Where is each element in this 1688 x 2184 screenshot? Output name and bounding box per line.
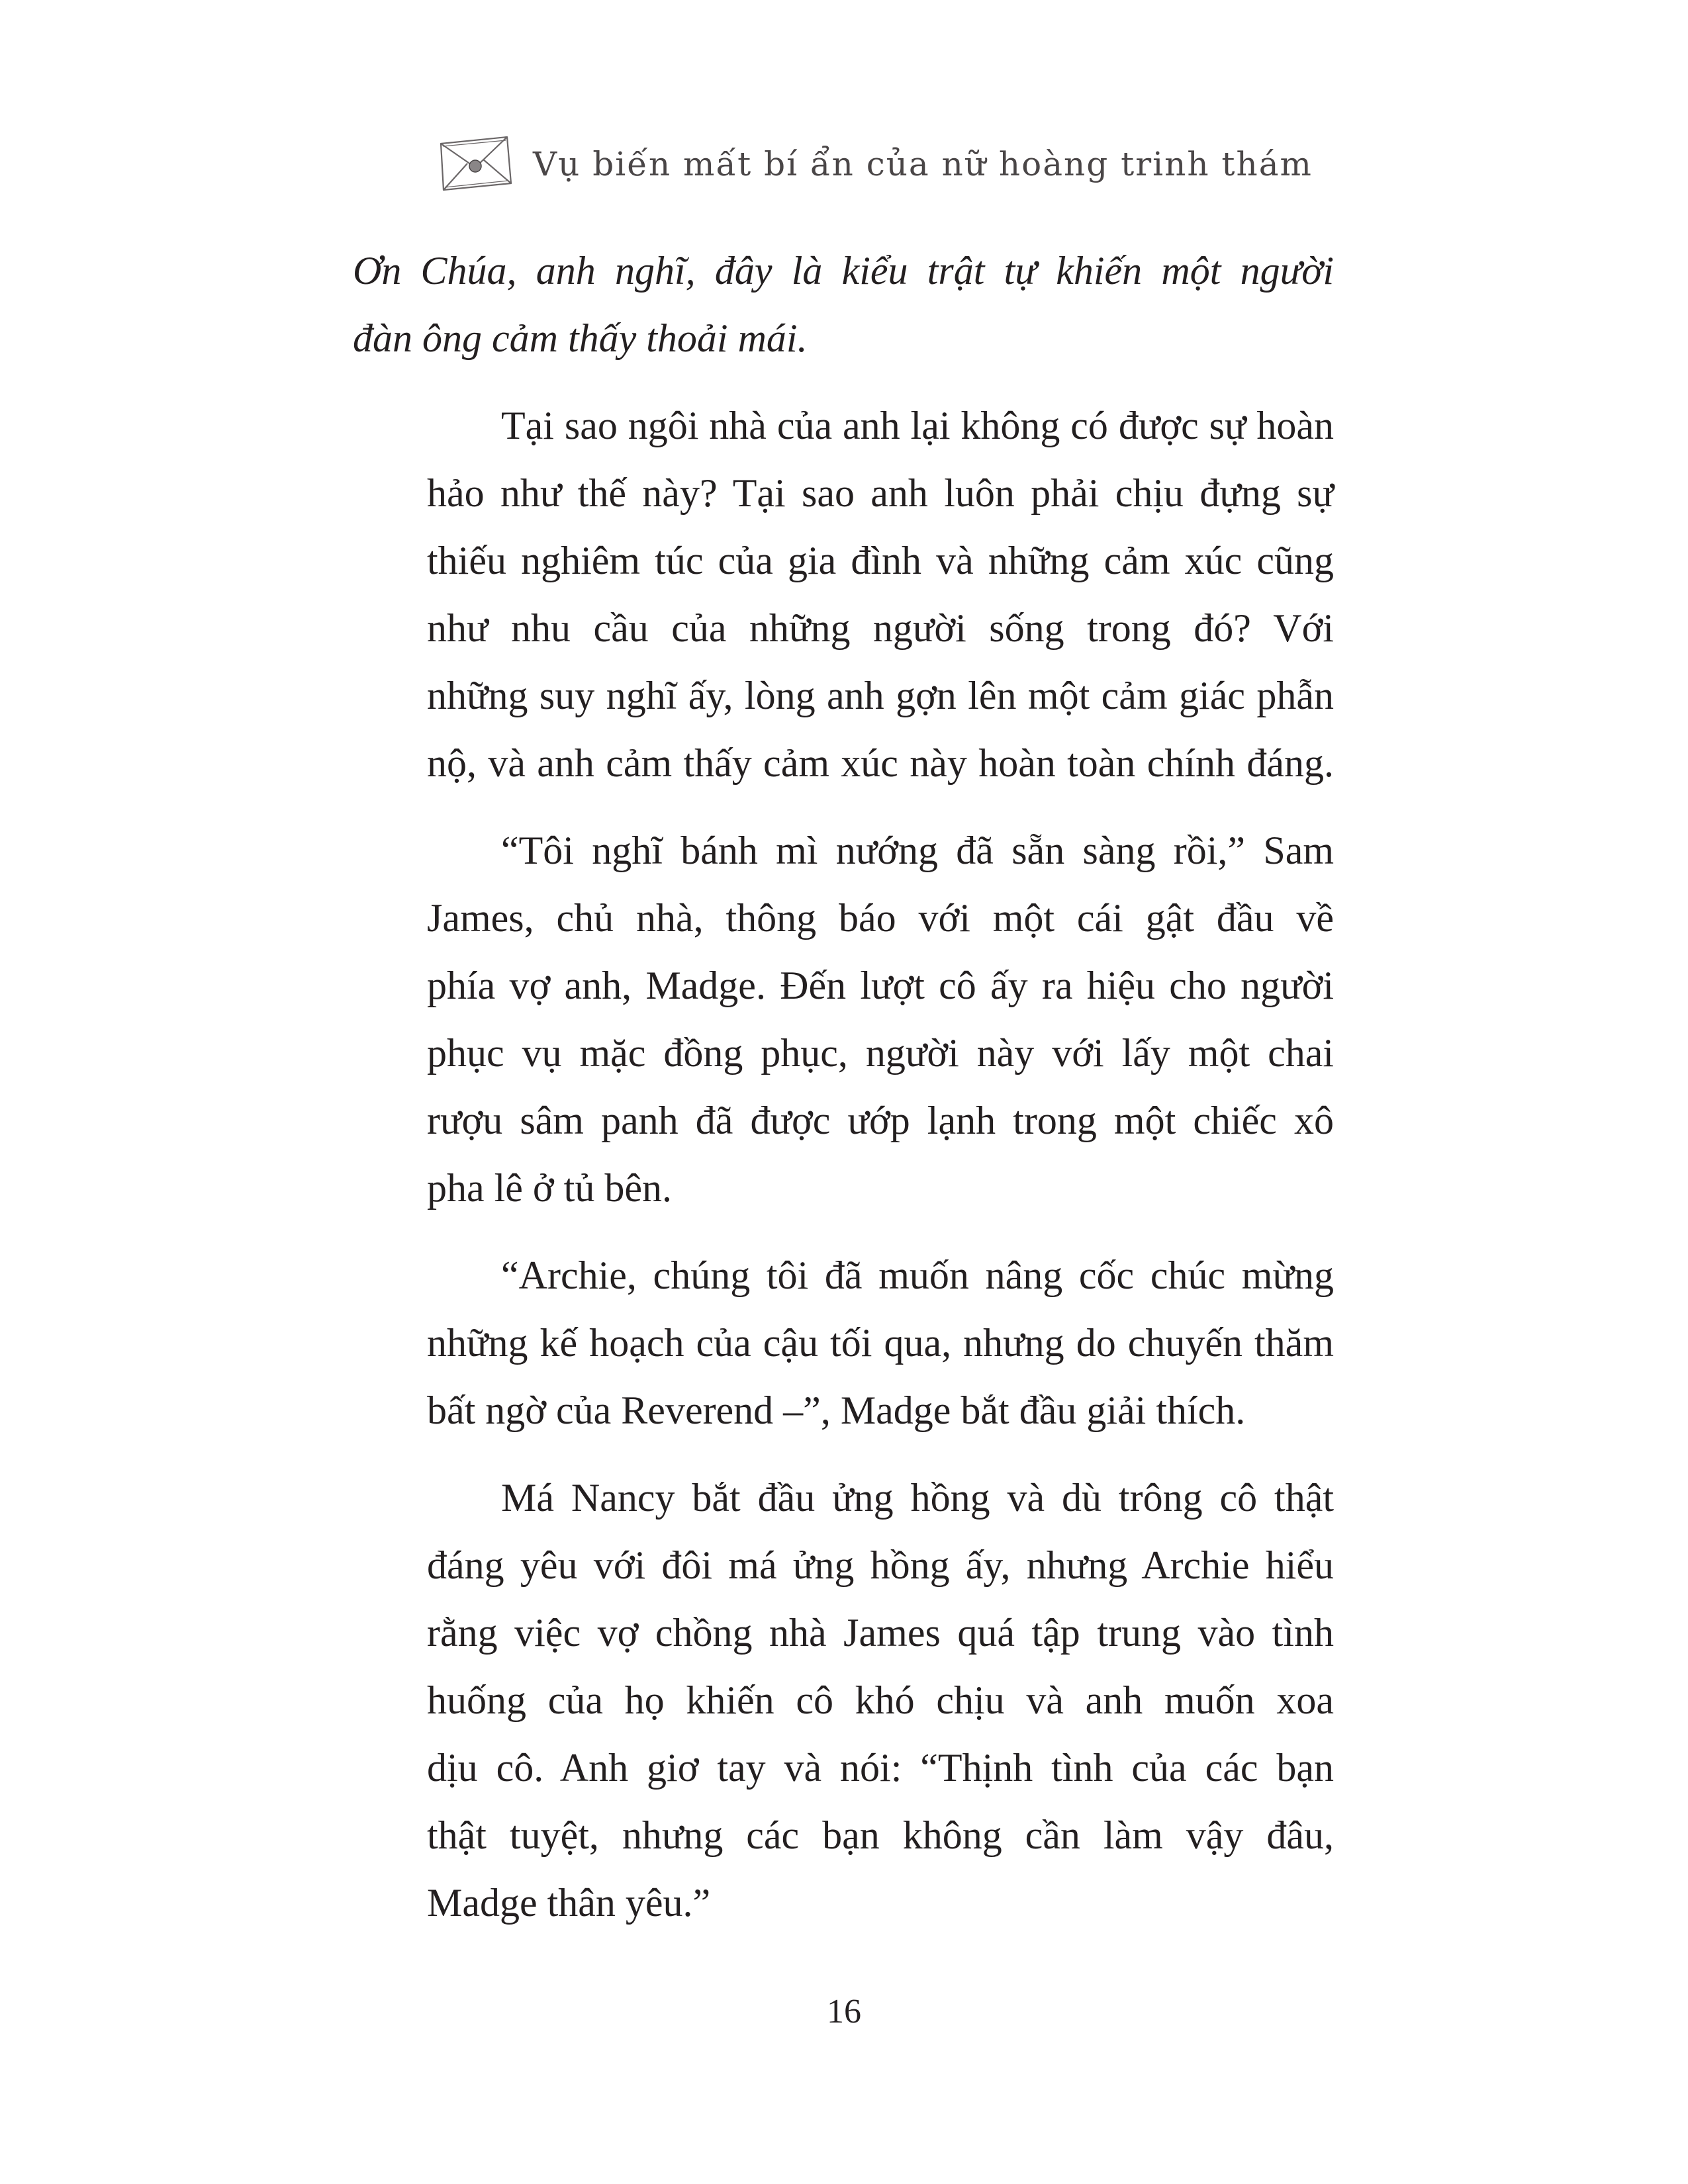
text-line: dịu cô. Anh giơ tay và nói: “Thịnh tình của các bạn (427, 1746, 1334, 1790)
text-line: bất ngờ của Reverend –”, Madge bắt đầu giải thích. (427, 1388, 1246, 1432)
text-line: những kế hoạch của cậu tối qua, nhưng do chuyến thăm (427, 1321, 1334, 1365)
text-line: Má Nancy bắt đầu ửng hồng và dù trông cô thật (501, 1476, 1334, 1520)
text-line: Madge thân yêu.” (427, 1881, 711, 1925)
paragraph-5 (353, 1464, 1334, 1936)
text-line: “Tôi nghĩ bánh mì nướng đã sẵn sàng rồi,” Sam (501, 829, 1334, 872)
paragraph-4 (353, 1242, 1334, 1444)
text-line: rằng việc vợ chồng nhà James quá tập trung vào tình (427, 1611, 1334, 1655)
text-line: những suy nghĩ ấy, lòng anh gợn lên một cảm giác phẫn (427, 674, 1334, 717)
text-line: phía vợ anh, Madge. Đến lượt cô ấy ra hiệu cho người (427, 964, 1334, 1007)
text-line: James, chủ nhà, thông báo với một cái gật đầu về (427, 896, 1334, 940)
running-header (437, 124, 1430, 204)
text-line: thật tuyệt, nhưng các bạn không cần làm vậy đâu, (427, 1813, 1334, 1857)
text-line: “Archie, chúng tôi đã muốn nâng cốc chúc mừng (501, 1253, 1334, 1297)
text-line: như nhu cầu của những người sống trong đó? Với (427, 606, 1334, 650)
text-line: thiếu nghiêm túc của gia đình và những cảm xúc cũng (427, 539, 1334, 582)
text-line: đáng yêu với đôi má ửng hồng ấy, nhưng Archie hiểu (427, 1543, 1334, 1587)
paragraph-2 (353, 392, 1334, 797)
text-line: hảo như thế này? Tại sao anh luôn phải chịu đựng sự (427, 471, 1334, 515)
text-line: pha lê ở tủ bên. (427, 1166, 672, 1210)
text-line: phục vụ mặc đồng phục, người này với lấy một chai (427, 1031, 1334, 1075)
paragraph-1 (353, 237, 1334, 372)
body-text (353, 237, 1334, 1956)
page-number: 16 (827, 1993, 861, 2030)
paragraph-3 (353, 817, 1334, 1222)
text-line: đàn ông cảm thấy thoải mái. (353, 316, 808, 360)
running-header-title: Vụ biến mất bí ẩn của nữ hoàng trinh thám (533, 145, 1313, 183)
text-line: huống của họ khiến cô khó chịu và anh muốn xoa (427, 1678, 1334, 1722)
envelope-icon (437, 134, 513, 194)
text-line: Ơn Chúa, anh nghĩ, đây là kiểu trật tự khiến một người (353, 249, 1334, 293)
text-line: Tại sao ngôi nhà của anh lại không có được sự hoàn (501, 404, 1334, 447)
text-line: rượu sâm panh đã được ướp lạnh trong một chiếc xô (427, 1099, 1334, 1142)
text-line: nộ, và anh cảm thấy cảm xúc này hoàn toàn chính đáng. (427, 741, 1334, 785)
